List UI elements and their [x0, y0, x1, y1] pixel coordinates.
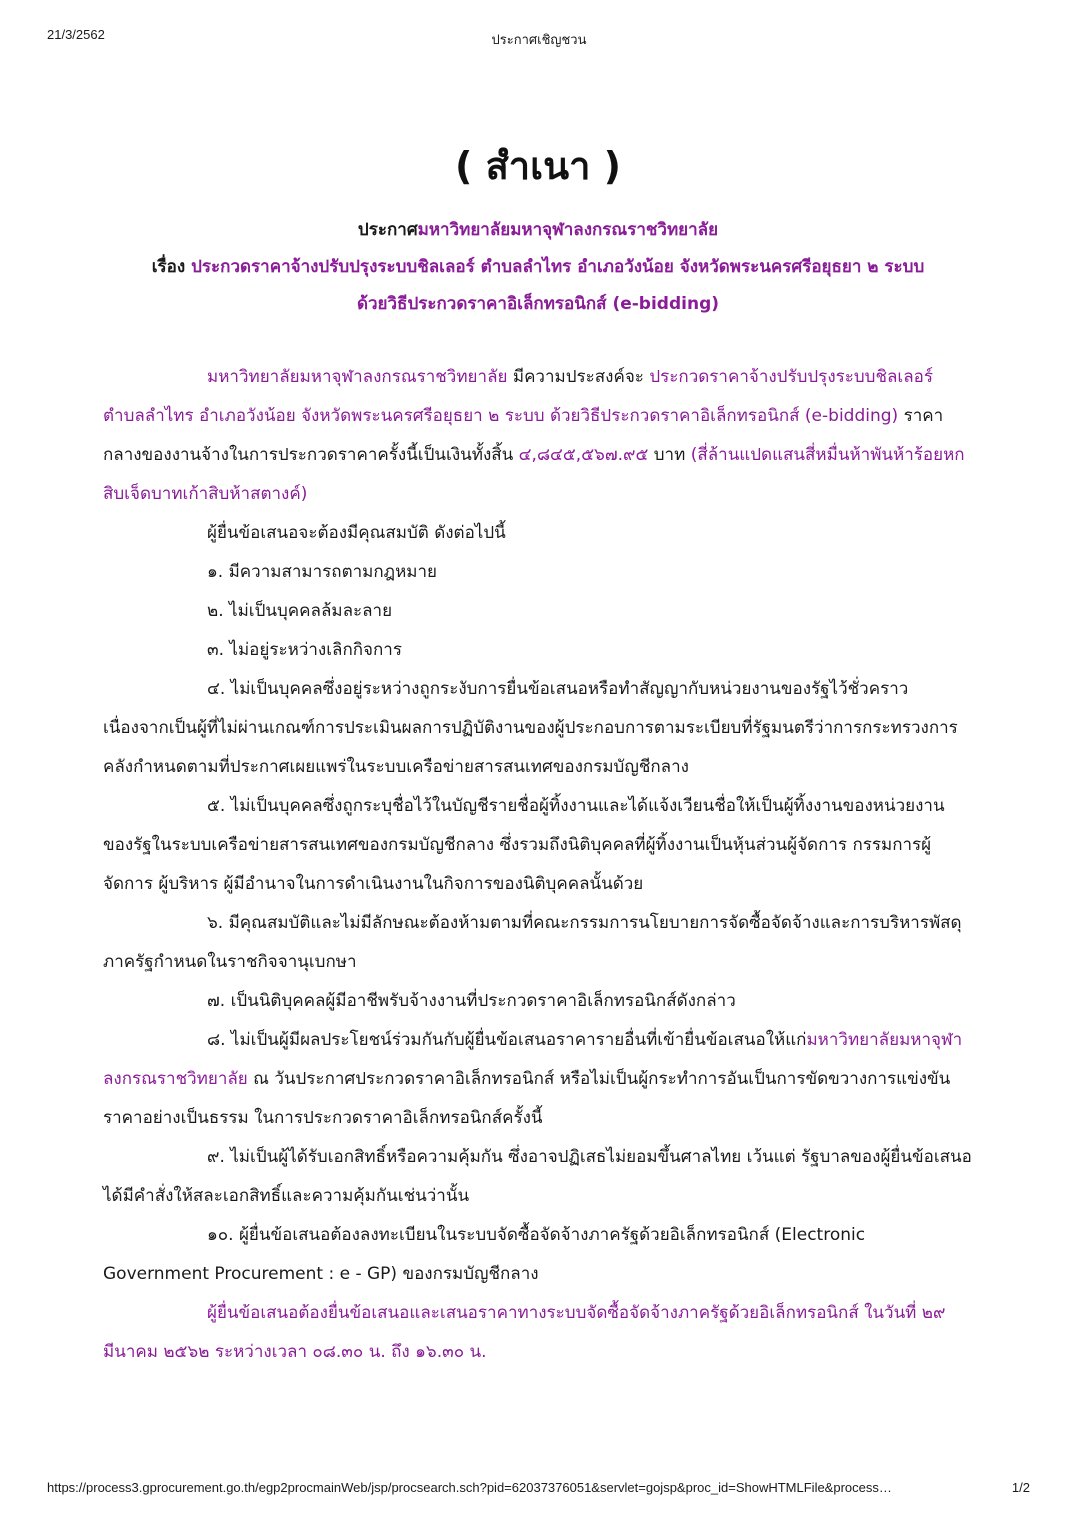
qualifications-intro: ผู้ยื่นข้อเสนอจะต้องมีคุณสมบัติ ดังต่อไปนี้	[207, 523, 506, 543]
print-footer-url: https://process3.gprocurement.go.th/egp2procmainWeb/jsp/procsearch.sch?pid=62037376051&servlet=gojsp&proc_id=ShowHTMLFile&process…	[47, 1480, 892, 1495]
qualification-item: ๓. ไม่อยู่ระหว่างเลิกกิจการ	[207, 640, 402, 660]
print-header-date: 21/3/2562	[47, 27, 105, 42]
intro-text-2: ราคากลางของงานจ้างในการประกวดราคาครั้งนี้เป็นเงินทั้งสิ้น	[103, 406, 944, 465]
qualification-item: ๙. ไม่เป็นผู้ได้รับเอกสิทธิ์หรือความคุ้มกัน ซึ่งอาจปฏิเสธไม่ยอมขึ้นศาลไทย เว้นแต่ รัฐบาลของผู้ยื่นข้อเสนอได้มีคำสั่งให้สละเอกสิทธิ์และความคุ้มกันเช่นว่านั้น	[103, 1147, 972, 1206]
qualification-item: ๑. มีความสามารถตามกฎหมาย	[207, 562, 437, 582]
qualification-item: ๔. ไม่เป็นบุคคลซึ่งอยู่ระหว่างถูกระงับการยื่นข้อเสนอหรือทำสัญญากับหน่วยงานของรัฐไว้ชั่วคราว เนื่องจากเป็นผู้ที่ไม่ผ่านเกณฑ์การประเมินผลการปฏิบัติงานของผู้ประกอบการตามระเบียบที่รัฐมนตรีว่าการกระทรวงการคลังกำหนดตามที่ประกาศเผยแพร่ในระบบเครือข่ายสารสนเทศของกรมบัญชีกลาง	[103, 679, 958, 777]
intro-project: ประกวดราคาจ้างปรับปรุงระบบชิลเลอร์ ตำบลลำไทร อำเภอวังน้อย จังหวัดพระนครศรีอยุธยา ๒ ระบบ ด้วยวิธีประกวดราคาอิเล็กทรอนิกส์ (e-bidding)	[103, 367, 933, 426]
announcement-heading	[103, 212, 973, 323]
document-body	[103, 130, 973, 1372]
subject-prefix: เรื่อง	[151, 257, 186, 277]
heading-line-subject	[103, 249, 973, 286]
qualification-item: ๕. ไม่เป็นบุคคลซึ่งถูกระบุชื่อไว้ในบัญชีรายชื่อผู้ทิ้งงานและได้แจ้งเวียนชื่อให้เป็นผู้ทิ้งงานของหน่วยงานของรัฐในระบบเครือข่ายสารสนเทศของกรมบัญชีกลาง ซึ่งรวมถึงนิติบุคคลที่ผู้ทิ้งงานเป็นหุ้นส่วนผู้จัดการ กรรมการผู้จัดการ ผู้บริหาร ผู้มีอำนาจในการดำเนินงานในกิจการของนิติบุคคลนั้นด้วย	[103, 796, 945, 894]
copy-mark: ( สำเนา )	[454, 144, 622, 188]
qualification-item	[103, 1021, 973, 1138]
intro-amount: ๔,๘๔๕,๕๖๗.๙๕	[518, 445, 649, 465]
intro-org: มหาวิทยาลัยมหาจุฬาลงกรณราชวิทยาลัย	[207, 367, 508, 387]
intro-text-1: มีความประสงค์จะ	[507, 367, 650, 387]
heading-org: มหาวิทยาลัยมหาจุฬาลงกรณราชวิทยาลัย	[417, 220, 719, 240]
qualification-item: ๗. เป็นนิติบุคคลผู้มีอาชีพรับจ้างงานที่ประกวดราคาอิเล็กทรอนิกส์ดังกล่าว	[207, 991, 736, 1011]
heading-line-org	[103, 212, 973, 249]
item-8-text-a: ๘. ไม่เป็นผู้มีผลประโยชน์ร่วมกันกับผู้ยื่นข้อเสนอราคารายอื่นที่เข้ายื่นข้อเสนอให้แก่	[207, 1030, 807, 1050]
subject-line-2: ด้วยวิธีประกวดราคาอิเล็กทรอนิกส์ (e-bidding)	[356, 294, 720, 314]
qualification-item: ๑๐. ผู้ยื่นข้อเสนอต้องลงทะเบียนในระบบจัดซื้อจัดจ้างภาครัฐด้วยอิเล็กทรอนิกส์ (Electronic Government Procurement : e - GP) ของกรมบัญชีกลาง	[103, 1225, 866, 1284]
intro-paragraph	[103, 358, 973, 514]
announcement-content	[103, 358, 973, 1372]
subject-line-1: ประกวดราคาจ้างปรับปรุงระบบชิลเลอร์ ตำบลลำไทร อำเภอวังน้อย จังหวัดพระนครศรีอยุธยา ๒ ระบบ	[191, 257, 925, 277]
item-8-text-b: ณ วันประกาศประกวดราคาอิเล็กทรอนิกส์ หรือไม่เป็นผู้กระทำการอันเป็นการขัดขวางการแข่งขันราคาอย่างเป็นธรรม ในการประกวดราคาอิเล็กทรอนิกส์ครั้งนี้	[103, 1069, 951, 1128]
intro-unit: บาท	[648, 445, 691, 465]
item-8-org: มหาวิทยาลัยมหาจุฬาลงกรณราชวิทยาลัย	[103, 1030, 963, 1089]
print-footer-page-number: 1/2	[1011, 1480, 1030, 1495]
qualification-item: ๒. ไม่เป็นบุคคลล้มละลาย	[207, 601, 393, 621]
qualification-item: ๖. มีคุณสมบัติและไม่มีลักษณะต้องห้ามตามที่คณะกรรมการนโยบายการจัดซื้อจัดจ้างและการบริหารพัสดุภาครัฐกำหนดในราชกิจจานุเบกษา	[103, 913, 962, 972]
announce-prefix: ประกาศ	[357, 220, 418, 240]
intro-amount-words: (สี่ล้านแปดแสนสี่หมื่นห้าพันห้าร้อยหกสิบเจ็ดบาทเก้าสิบห้าสตางค์)	[103, 445, 965, 504]
print-header-title: ประกาศเชิญชวน	[491, 33, 587, 48]
submission-deadline: ผู้ยื่นข้อเสนอต้องยื่นข้อเสนอและเสนอราคาทางระบบจัดซื้อจัดจ้างภาครัฐด้วยอิเล็กทรอนิกส์ ในวันที่ ๒๙ มีนาคม ๒๕๖๒ ระหว่างเวลา ๐๘.๓๐ น. ถึง ๑๖.๓๐ น.	[103, 1303, 946, 1362]
